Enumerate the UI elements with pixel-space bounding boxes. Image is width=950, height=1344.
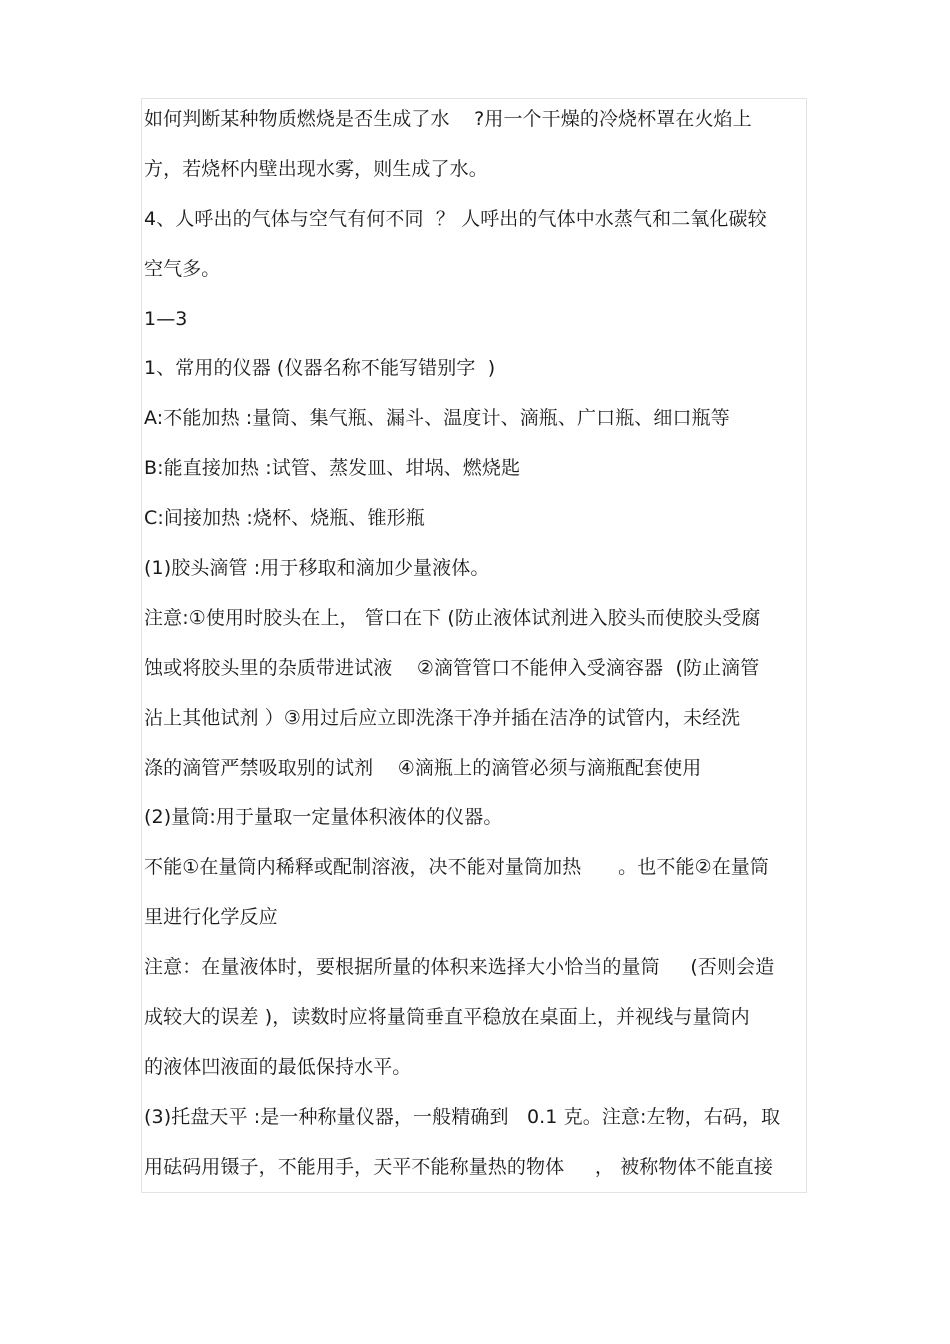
text-line: 空气多。 [144,257,221,280]
text-line: 不能①在量筒内稀释或配制溶液，决不能对量筒加热 。也不能②在量筒 [144,856,770,879]
text-line: 注意：在量液体时，要根据所量的体积来选择大小恰当的量筒 (否则会造 [144,956,775,979]
section-heading: 1—3 [144,307,188,330]
text-line: C:间接加热 :烧杯、烧瓶、锥形瓶 [144,507,425,530]
text-line: 1、常用的仪器 (仪器名称不能写错别字 ) [144,357,496,380]
text-line: A:不能加热 :量筒、集气瓶、漏斗、温度计、滴瓶、广口瓶、细口瓶等 [144,407,730,430]
text-line: 如何判断某种物质燃烧是否生成了水 ?用一个干燥的冷烧杯罩在火焰上 [144,108,752,130]
text-line: 涤的滴管严禁吸取别的试剂 ④滴瓶上的滴管必须与滴瓶配套使用 [144,756,702,779]
text-line: 成较大的误差 )，读数时应将量筒垂直平稳放在桌面上，并视线与量筒内 [144,1006,750,1029]
text-line: 4、人呼出的气体与空气有何不同 ？ 人呼出的气体中水蒸气和二氧化碳较 [144,207,767,230]
text-line: 的液体凹液面的最低保持水平。 [144,1055,412,1078]
text-line: 注意:①使用时胶头在上， 管口在下 (防止液体试剂进入胶头而使胶头受腐 [144,606,761,629]
text-line: 里进行化学反应 [144,906,278,929]
text-line: (2)量筒:用于量取一定量体积液体的仪器。 [144,806,503,829]
text-line: (1)胶头滴管 :用于移取和滴加少量液体。 [144,557,490,580]
text-line: 蚀或将胶头里的杂质带进试液 ②滴管管口不能伸入受滴容器 (防止滴管 [144,656,760,679]
text-line: (3)托盘天平 :是一种称量仪器，一般精确到 0.1 克。注意:左物，右码，取 [144,1105,781,1128]
text-line: 方，若烧杯内壁出现水雾，则生成了水。 [144,157,488,180]
text-line: 沾上其他试剂 ）③用过后应立即洗涤干净并插在洁净的试管内，未经洗 [144,706,741,729]
text-line: 用砝码用镊子，不能用手，天平不能称量热的物体 ， 被称物体不能直接 [144,1155,773,1178]
text-line: B:能直接加热 :试管、蒸发皿、坩埚、燃烧匙 [144,457,521,480]
document-body [144,95,809,1193]
